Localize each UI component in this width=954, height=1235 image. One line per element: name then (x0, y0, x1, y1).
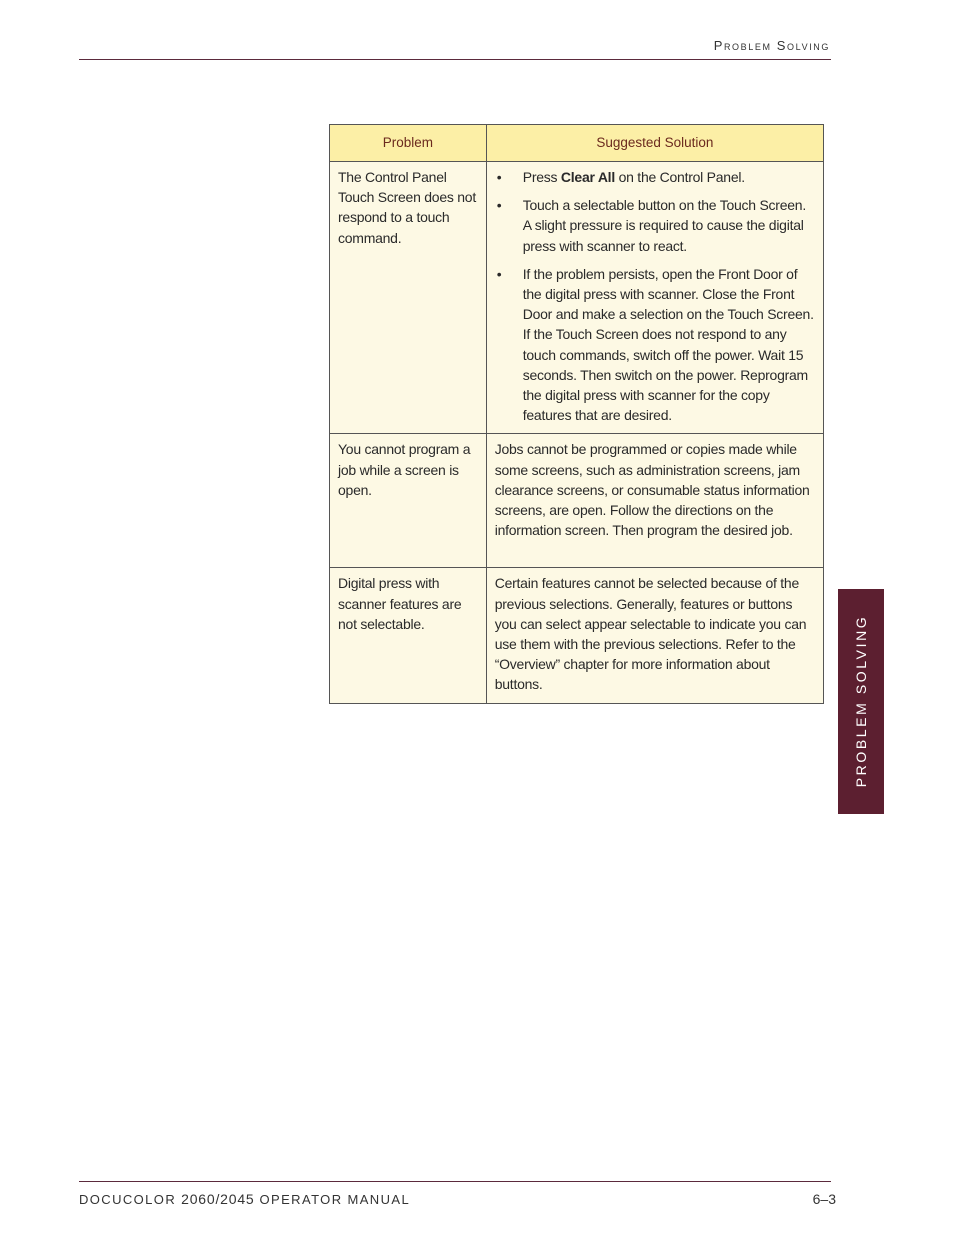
table-row (330, 434, 824, 568)
footer-brand: DOCUCOLOR (79, 1192, 177, 1207)
problem-cell: Digital press with scanner features are not selectable. (330, 568, 487, 703)
solution-bullet-list (495, 167, 815, 425)
table-row (330, 568, 824, 703)
problem-cell: You cannot program a job while a screen is open. (330, 434, 487, 568)
bullet-text: Touch a selectable button on the Touch Screen. A slight pressure is required to cause the digital press with scanner to react. (522, 197, 806, 254)
column-header-solution: Suggested Solution (486, 125, 823, 162)
clear-all-emphasis: Clear All (560, 169, 615, 185)
footer-model: 2060/2045 (181, 1191, 255, 1207)
table-row (330, 162, 824, 434)
problem-cell: The Control Panel Touch Screen does not respond to a touch command. (330, 162, 487, 434)
solution-bullet (495, 264, 815, 426)
solution-cell: Jobs cannot be programmed or copies made while some screens, such as administration screens, jam clearance screens, or consumable status information screens, are open. Follow the directions on the information screen. Then program the desired job. (486, 434, 823, 568)
solution-cell (486, 162, 823, 434)
bullet-text-suffix: on the Control Panel. (614, 169, 745, 185)
problem-solution-table (329, 124, 824, 704)
bullet-text: If the problem persists, open the Front Door of the digital press with scanner. Close the Front Door and make a selection on the Touch Screen. If the Touch Screen does not respond to any touch commands, switch off the power. Wait 15 seconds. Then switch on the power. Reprogram the digital press with scanner for the copy features that are desired. (522, 265, 814, 424)
solution-bullet (495, 195, 815, 256)
bullet-icon: • (496, 197, 502, 214)
bullet-text-prefix: Press (522, 169, 561, 185)
side-tab-label: PROBLEM SOLVING (853, 614, 869, 788)
chapter-side-tab (838, 589, 884, 814)
solution-cell: Certain features cannot be selected because of the previous selections. Generally, features or buttons you can select appear selectable to indicate you can use them with the previous selections. Refer to the “Overview” chapter for more information about buttons. (486, 568, 823, 703)
footer-rule (79, 1181, 831, 1182)
solution-bullet (495, 167, 815, 187)
running-header: Problem Solving (713, 38, 830, 53)
header-rule (79, 59, 831, 60)
footer-manual: OPERATOR MANUAL (259, 1192, 411, 1207)
column-header-problem: Problem (330, 125, 487, 162)
table-header-row (330, 125, 824, 162)
footer-manual-title (79, 1191, 410, 1207)
page-number: 6–3 (812, 1191, 836, 1207)
bullet-icon: • (496, 169, 502, 185)
bullet-icon: • (496, 265, 502, 282)
